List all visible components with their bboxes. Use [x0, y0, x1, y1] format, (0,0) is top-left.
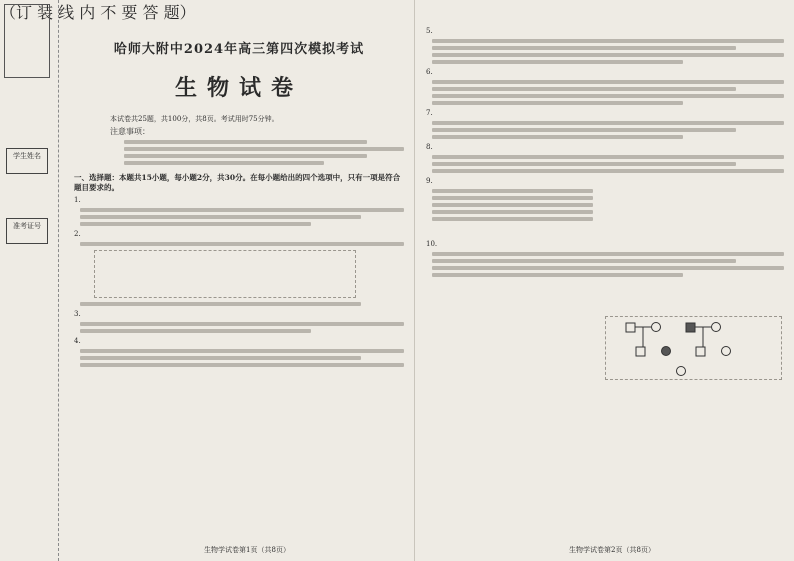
illegible-line	[80, 356, 361, 360]
exam-id-label: 准考证号	[13, 222, 41, 230]
illegible-line	[124, 147, 404, 151]
subject-title: 生物试卷	[174, 75, 303, 101]
illegible-line	[432, 196, 593, 200]
illegible-line	[124, 154, 367, 158]
page-divider	[414, 0, 415, 561]
illegible-line	[432, 101, 683, 105]
illegible-line	[80, 208, 404, 212]
illegible-line	[124, 161, 324, 165]
illegible-line	[80, 222, 311, 226]
question-number: 1.	[74, 196, 81, 204]
illegible-line	[432, 210, 593, 214]
question-2	[74, 229, 404, 239]
question-1	[74, 195, 404, 205]
question-number: 3.	[74, 310, 81, 318]
page-1-footer: 生物学试卷第1页（共8页）	[204, 546, 290, 554]
pedigree-diagram	[605, 316, 782, 380]
pedigree-male	[636, 347, 645, 356]
illegible-line	[432, 39, 784, 43]
pedigree-female	[652, 323, 661, 332]
illegible-line	[432, 60, 683, 64]
question-7	[426, 108, 784, 118]
illegible-line	[432, 162, 736, 166]
exam-title: 哈师大附中2024年高三第四次模拟考试	[113, 42, 365, 57]
question-9	[426, 176, 784, 186]
illegible-line	[432, 266, 784, 270]
question-5	[426, 26, 784, 36]
student-name-label: 学生姓名	[13, 152, 41, 160]
pedigree-female	[712, 323, 721, 332]
binding-notice	[4, 4, 50, 78]
question-number: 2.	[74, 230, 81, 238]
illegible-line	[80, 329, 311, 333]
binding-margin	[0, 0, 59, 561]
pedigree-male	[626, 323, 635, 332]
illegible-line	[80, 349, 404, 353]
exam-meta: 本试卷共25题，共100分，共8页。考试用时75分钟。	[110, 115, 279, 123]
pedigree-female	[677, 367, 686, 376]
illegible-line	[432, 203, 593, 207]
illegible-line	[432, 273, 683, 277]
question-3	[74, 309, 404, 319]
question-number: 5.	[426, 27, 433, 35]
notes-block	[118, 140, 404, 165]
question-number: 8.	[426, 143, 433, 151]
illegible-line	[432, 252, 784, 256]
illegible-line	[124, 140, 367, 144]
illegible-line	[80, 363, 404, 367]
page-1	[66, 0, 412, 561]
question-8	[426, 142, 784, 152]
question-number: 4.	[74, 337, 81, 345]
question-10	[426, 239, 784, 249]
illegible-line	[80, 302, 361, 306]
binding-vertical-text: （订 装 线 内 不 要 答 题）	[0, 3, 196, 22]
illegible-line	[80, 215, 361, 219]
illegible-line	[80, 322, 404, 326]
illegible-line	[432, 128, 736, 132]
question-6	[426, 67, 784, 77]
page-2	[420, 0, 792, 561]
illegible-line	[432, 80, 784, 84]
illegible-line	[432, 94, 784, 98]
illegible-line	[432, 87, 736, 91]
illegible-line	[432, 169, 784, 173]
illegible-line	[80, 242, 404, 246]
section-1-title: 一、选择题：本题共15小题，每小题2分，共30分。在每小题给出的四个选项中，只有一项是符合题目要求的。	[74, 173, 401, 192]
illegible-line	[432, 53, 784, 57]
pedigree-female	[722, 347, 731, 356]
illegible-line	[432, 217, 593, 221]
page-2-footer: 生物学试卷第2页（共8页）	[569, 546, 655, 554]
exam-id-box	[6, 218, 48, 244]
question-2-figure	[94, 250, 356, 298]
illegible-line	[432, 189, 593, 193]
question-number: 9.	[426, 177, 433, 185]
pedigree-svg	[606, 317, 781, 379]
illegible-line	[432, 155, 784, 159]
illegible-line	[432, 46, 736, 50]
question-4	[74, 336, 404, 346]
illegible-line	[432, 259, 736, 263]
illegible-line	[432, 135, 683, 139]
question-number: 10.	[426, 240, 438, 248]
pedigree-male	[696, 347, 705, 356]
pedigree-male	[686, 323, 695, 332]
question-number: 7.	[426, 109, 433, 117]
notes-title: 注意事项：	[110, 127, 150, 136]
student-name-box	[6, 148, 48, 174]
pedigree-female	[662, 347, 671, 356]
illegible-line	[432, 121, 784, 125]
question-number: 6.	[426, 68, 433, 76]
